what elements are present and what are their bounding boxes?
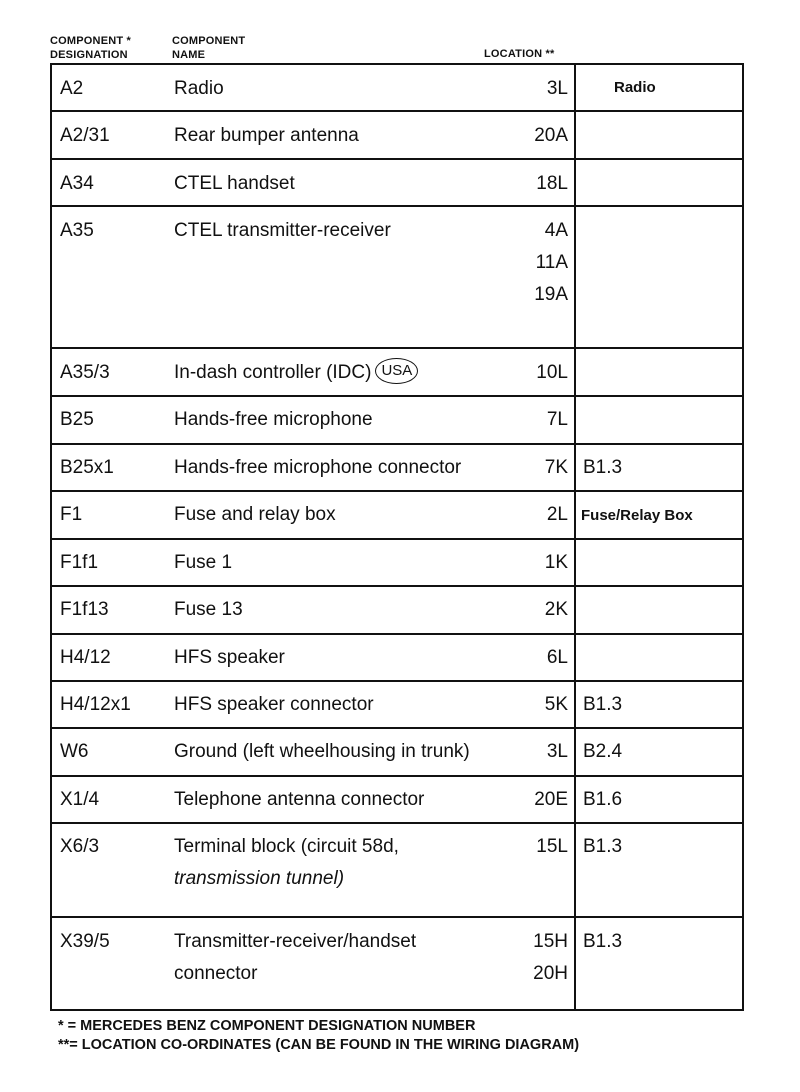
row-a34-location: 18L [536,173,568,194]
row-f1f13-designation: F1f13 [60,599,109,620]
row-divider [50,395,744,397]
row-a2-name: Radio [174,78,224,99]
row-a2-31-name: Rear bumper antenna [174,125,359,146]
row-a34-designation: A34 [60,173,94,194]
row-x6-3-reference: B1.3 [583,836,623,857]
location-line: 20H [533,963,568,984]
usa-badge: USA [375,358,418,384]
row-a2-designation: A2 [60,78,84,99]
location-line: 15H [533,931,568,952]
row-a35-3-name [174,357,418,389]
row-divider [50,727,744,729]
row-x39-5-designation: X39/5 [60,931,110,952]
row-x6-3-location: 15L [536,836,568,857]
row-f1f1-designation: F1f1 [60,552,99,573]
header-component-name [172,34,245,62]
row-w6-designation: W6 [60,741,89,762]
header-name-line2: NAME [172,49,206,61]
row-w6-name: Ground (left wheelhousing in trunk) [174,741,470,762]
row-divider [50,490,744,492]
header-desig-line2: DESIGNATION [50,49,128,61]
header-location: LOCATION ** [484,48,555,60]
row-w6-reference: B2.4 [583,741,623,762]
row-b25x1-designation: B25x1 [60,457,114,478]
footnote-designation: * = MERCEDES BENZ COMPONENT DESIGNATION NUMBER [58,1018,476,1034]
row-divider [50,443,744,445]
row-divider [50,822,744,824]
row-x1-4-reference: B1.6 [583,789,623,810]
location-line: 4A [544,220,568,241]
row-x39-5-reference: B1.3 [583,931,623,952]
row-a2-31-location: 20A [534,125,568,146]
row-x1-4-name: Telephone antenna connector [174,789,425,810]
row-divider [50,110,744,112]
row-a2-31-designation: A2/31 [60,125,110,146]
row-x39-5-location [490,926,568,990]
row-h4-12x1-location: 5K [544,694,568,715]
row-divider [50,205,744,207]
row-divider [50,538,744,540]
row-divider [50,585,744,587]
row-b25-location: 7L [546,409,568,430]
name-line: connector [174,963,258,984]
row-f1f1-location: 1K [544,552,568,573]
row-w6-location: 3L [546,741,568,762]
header-name-line1: COMPONENT [172,35,246,47]
row-x1-4-location: 20E [534,789,568,810]
row-divider [50,680,744,682]
row-b25x1-name: Hands-free microphone connector [174,457,462,478]
row-h4-12x1-name: HFS speaker connector [174,694,374,715]
row-h4-12-location: 6L [546,647,568,668]
row-f1f13-location: 2K [544,599,568,620]
row-f1f1-name: Fuse 1 [174,552,233,573]
row-b25-designation: B25 [60,409,94,430]
row-divider [50,347,744,349]
row-a2-location: 3L [546,78,568,99]
row-b25x1-location: 7K [544,457,568,478]
row-a35-3-designation: A35/3 [60,362,110,383]
row-x6-3-name [174,831,399,895]
row-h4-12-designation: H4/12 [60,647,111,668]
row-f1-location: 2L [546,504,568,525]
footnote-location: **= LOCATION CO-ORDINATES (CAN BE FOUND IN THE WIRING DIAGRAM) [58,1037,580,1053]
header-component-designation [50,34,131,62]
name-line: Terminal block (circuit 58d, [174,836,399,857]
row-f1-name: Fuse and relay box [174,504,336,525]
row-divider [50,158,744,160]
row-f1-designation: F1 [60,504,83,525]
row-f1-reference: Fuse/Relay Box [581,507,693,524]
row-a34-name: CTEL handset [174,173,295,194]
row-b25-name: Hands-free microphone [174,409,373,430]
row-b25x1-reference: B1.3 [583,457,623,478]
row-a35-3-name-text: In-dash controller (IDC) [174,362,372,383]
row-a2-reference: Radio [614,79,656,96]
row-a35-name: CTEL transmitter-receiver [174,220,391,241]
header-desig-line1: COMPONENT * [50,35,132,47]
name-line: transmission tunnel) [174,868,345,889]
row-h4-12x1-reference: B1.3 [583,694,623,715]
row-a35-location [490,215,568,311]
row-a35-3-location: 10L [536,362,568,383]
row-h4-12x1-designation: H4/12x1 [60,694,131,715]
row-h4-12-name: HFS speaker [174,647,285,668]
row-x1-4-designation: X1/4 [60,789,100,810]
location-line: 11A [535,252,568,273]
row-x6-3-designation: X6/3 [60,836,100,857]
row-divider [50,633,744,635]
name-line: Transmitter-receiver/handset [174,931,417,952]
row-f1f13-name: Fuse 13 [174,599,243,620]
row-a35-designation: A35 [60,220,94,241]
row-divider [50,775,744,777]
row-divider [50,916,744,918]
location-line: 19A [534,284,568,305]
row-x39-5-name [174,926,416,990]
